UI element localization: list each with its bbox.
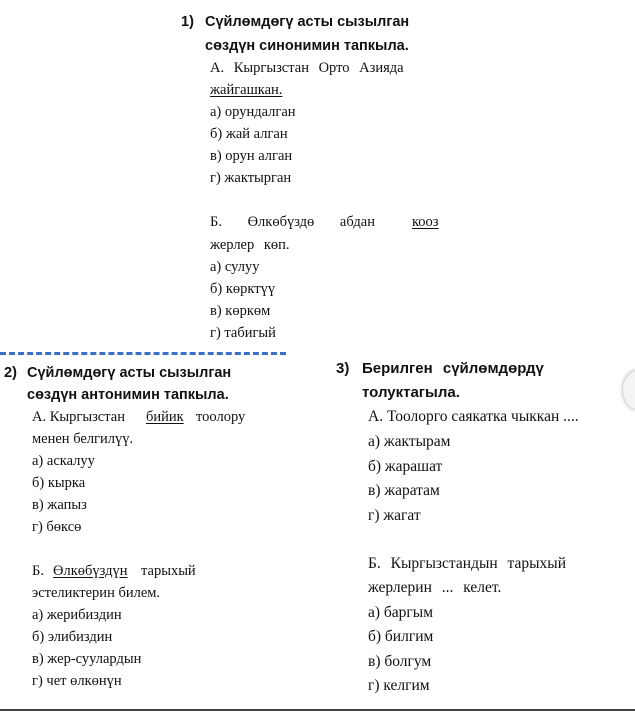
- question-2b-option[interactable]: а) жерибиздин: [32, 607, 122, 623]
- question-1a-sentence: А. Кыргызстан Орто Азияда: [210, 60, 404, 76]
- question-2-title-line2: сөздүн антонимин тапкыла.: [27, 387, 229, 403]
- question-1b-option[interactable]: в) көркөм: [210, 303, 271, 319]
- question-1b-option[interactable]: а) сулуу: [210, 259, 260, 275]
- question-2a-option[interactable]: б) кырка: [32, 475, 86, 491]
- question-1a-underlined-word: жайгашкан.: [210, 82, 283, 98]
- question-2-number: 2): [4, 365, 17, 381]
- question-1-number: 1): [181, 14, 194, 30]
- question-2b-sentence-post: тарыхый: [141, 563, 196, 579]
- question-1b-option[interactable]: б) көрктүү: [210, 281, 276, 297]
- question-3a-option[interactable]: г) жагат: [368, 507, 421, 524]
- question-1b-underlined-word: кооз: [412, 214, 439, 230]
- question-2a-sentence-line2: менен белгилүү.: [32, 431, 134, 447]
- bottom-border-line: [0, 709, 635, 711]
- question-2a-underlined-word: бийик: [146, 409, 184, 425]
- question-2a-sentence: А. Кыргызстан: [32, 409, 125, 425]
- question-1b-sentence: Б. Өлкөбүздө абдан: [210, 214, 375, 230]
- question-2b-option[interactable]: в) жер-суулардын: [32, 651, 142, 667]
- question-3-number: 3): [336, 360, 350, 377]
- section-divider: [0, 352, 286, 355]
- question-1-title-line1: Сүйлөмдөгү асты сызылган: [205, 14, 410, 30]
- question-3a-option[interactable]: б) жарашат: [368, 458, 443, 475]
- question-1-title-line2: сөздүн синонимин тапкыла.: [205, 38, 409, 54]
- question-1a-option[interactable]: г) жактырган: [210, 170, 292, 186]
- question-3b-option[interactable]: в) болгум: [368, 653, 432, 670]
- question-2b-underlined-word: Өлкөбүздүн: [53, 563, 128, 579]
- question-3-title-line2: толуктагыла.: [362, 384, 460, 401]
- question-2-title-line1: Сүйлөмдөгү асты сызылган: [27, 365, 232, 381]
- question-1a-option[interactable]: б) жай алган: [210, 126, 288, 142]
- question-3b-option[interactable]: а) баргым: [368, 604, 434, 621]
- question-2a-option[interactable]: г) бөксө: [32, 519, 82, 535]
- question-2a-option[interactable]: в) жапыз: [32, 497, 87, 513]
- question-3b-sentence-line1: Б. Кыргызстандын тарыхый: [368, 555, 566, 572]
- question-3-title-line1: Берилген сүйлөмдөрдү: [362, 360, 544, 377]
- question-3b-sentence-line2: жерлерин ... келет.: [368, 579, 502, 596]
- question-2b-sentence: Б.: [32, 563, 44, 579]
- question-1a-option[interactable]: а) орундалган: [210, 104, 296, 120]
- question-1b-option[interactable]: г) табигый: [210, 325, 276, 341]
- question-2a-sentence-post: тоолору: [196, 409, 246, 425]
- question-3b-option[interactable]: г) келгим: [368, 677, 430, 694]
- question-3a-option[interactable]: а) жактырам: [368, 433, 451, 450]
- question-2b-sentence-line2: эстеликтерин билем.: [32, 585, 161, 601]
- question-1a-option[interactable]: в) орун алган: [210, 148, 293, 164]
- question-3b-option[interactable]: б) билгим: [368, 628, 434, 645]
- question-3a-option[interactable]: в) жаратам: [368, 482, 440, 499]
- question-2a-option[interactable]: а) аскалуу: [32, 453, 95, 469]
- question-3a-sentence: А. Тоолорго саякатка чыккан ....: [368, 408, 579, 425]
- question-1b-sentence-line2: жерлер көп.: [210, 237, 290, 253]
- question-2b-option[interactable]: б) элибиздин: [32, 629, 113, 645]
- question-2b-option[interactable]: г) чет өлкөнүн: [32, 673, 122, 689]
- scroll-handle[interactable]: [622, 370, 635, 410]
